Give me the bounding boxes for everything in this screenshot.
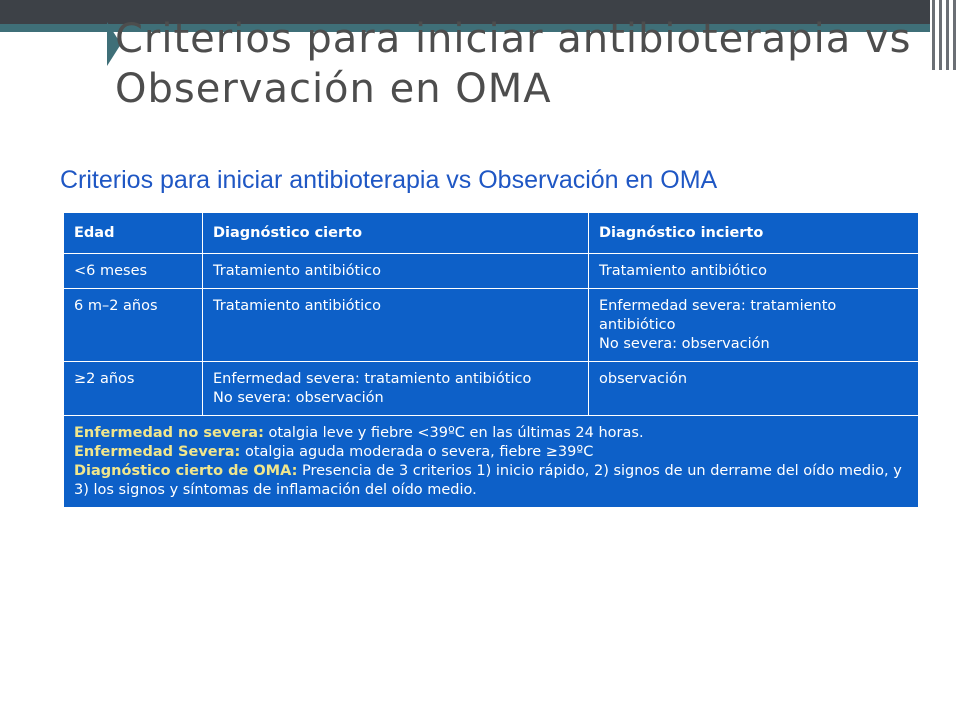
header-diagnostico-incierto: Diagnóstico incierto: [589, 213, 919, 254]
note-line: [74, 462, 910, 500]
note-label: Enfermedad no severa:: [74, 425, 264, 441]
cell-cierto: [203, 254, 589, 289]
table-row: [64, 289, 919, 362]
table-header-row: [64, 213, 919, 254]
cell-line: observación: [599, 371, 688, 387]
slide-title: [115, 14, 960, 114]
header-edad: Edad: [64, 213, 203, 254]
note-label: Enfermedad Severa:: [74, 444, 241, 460]
cell-cierto: [203, 289, 589, 362]
cell-line: Tratamiento antibiótico: [213, 298, 382, 314]
criteria-table: [63, 212, 919, 508]
notes-cell: [64, 416, 919, 508]
cell-edad: ≥2 años: [64, 362, 203, 416]
cell-line: Tratamiento antibiótico: [599, 263, 768, 279]
cell-cierto: [203, 362, 589, 416]
note-text: otalgia aguda moderada o severa, fiebre ≥39ºC: [240, 444, 594, 460]
table-row: [64, 362, 919, 416]
cell-line: Enfermedad severa: tratamiento antibiótico: [599, 298, 837, 333]
note-label: Diagnóstico cierto de OMA:: [74, 463, 298, 479]
note-text: otalgia leve y fiebre <39ºC en las últimas 24 horas.: [263, 425, 644, 441]
slide-subtitle: Criterios para iniciar antibioterapia vs Observación en OMA: [60, 166, 718, 194]
cell-incierto: [589, 362, 919, 416]
cell-edad: <6 meses: [64, 254, 203, 289]
cell-line: No severa: observación: [213, 390, 384, 406]
header-diagnostico-cierto: Diagnóstico cierto: [203, 213, 589, 254]
slide-title-line-2: Observación en OMA: [115, 66, 552, 112]
note-text: Presencia de 3 criterios 1) inicio rápido, 2) signos de un derrame del oído medio, y 3) los signos y síntomas de inflamación del oído medio.: [74, 463, 902, 498]
cell-line: No severa: observación: [599, 336, 770, 352]
cell-line: Enfermedad severa: tratamiento antibiótico: [213, 371, 532, 387]
cell-incierto: [589, 289, 919, 362]
slide-title-line-1: Criterios para iniciar antibioterapia vs: [115, 16, 912, 62]
note-line: [74, 443, 910, 462]
table-row: [64, 254, 919, 289]
cell-incierto: [589, 254, 919, 289]
table-notes-row: [64, 416, 919, 508]
note-line: [74, 424, 910, 443]
cell-edad: 6 m–2 años: [64, 289, 203, 362]
cell-line: Tratamiento antibiótico: [213, 263, 382, 279]
